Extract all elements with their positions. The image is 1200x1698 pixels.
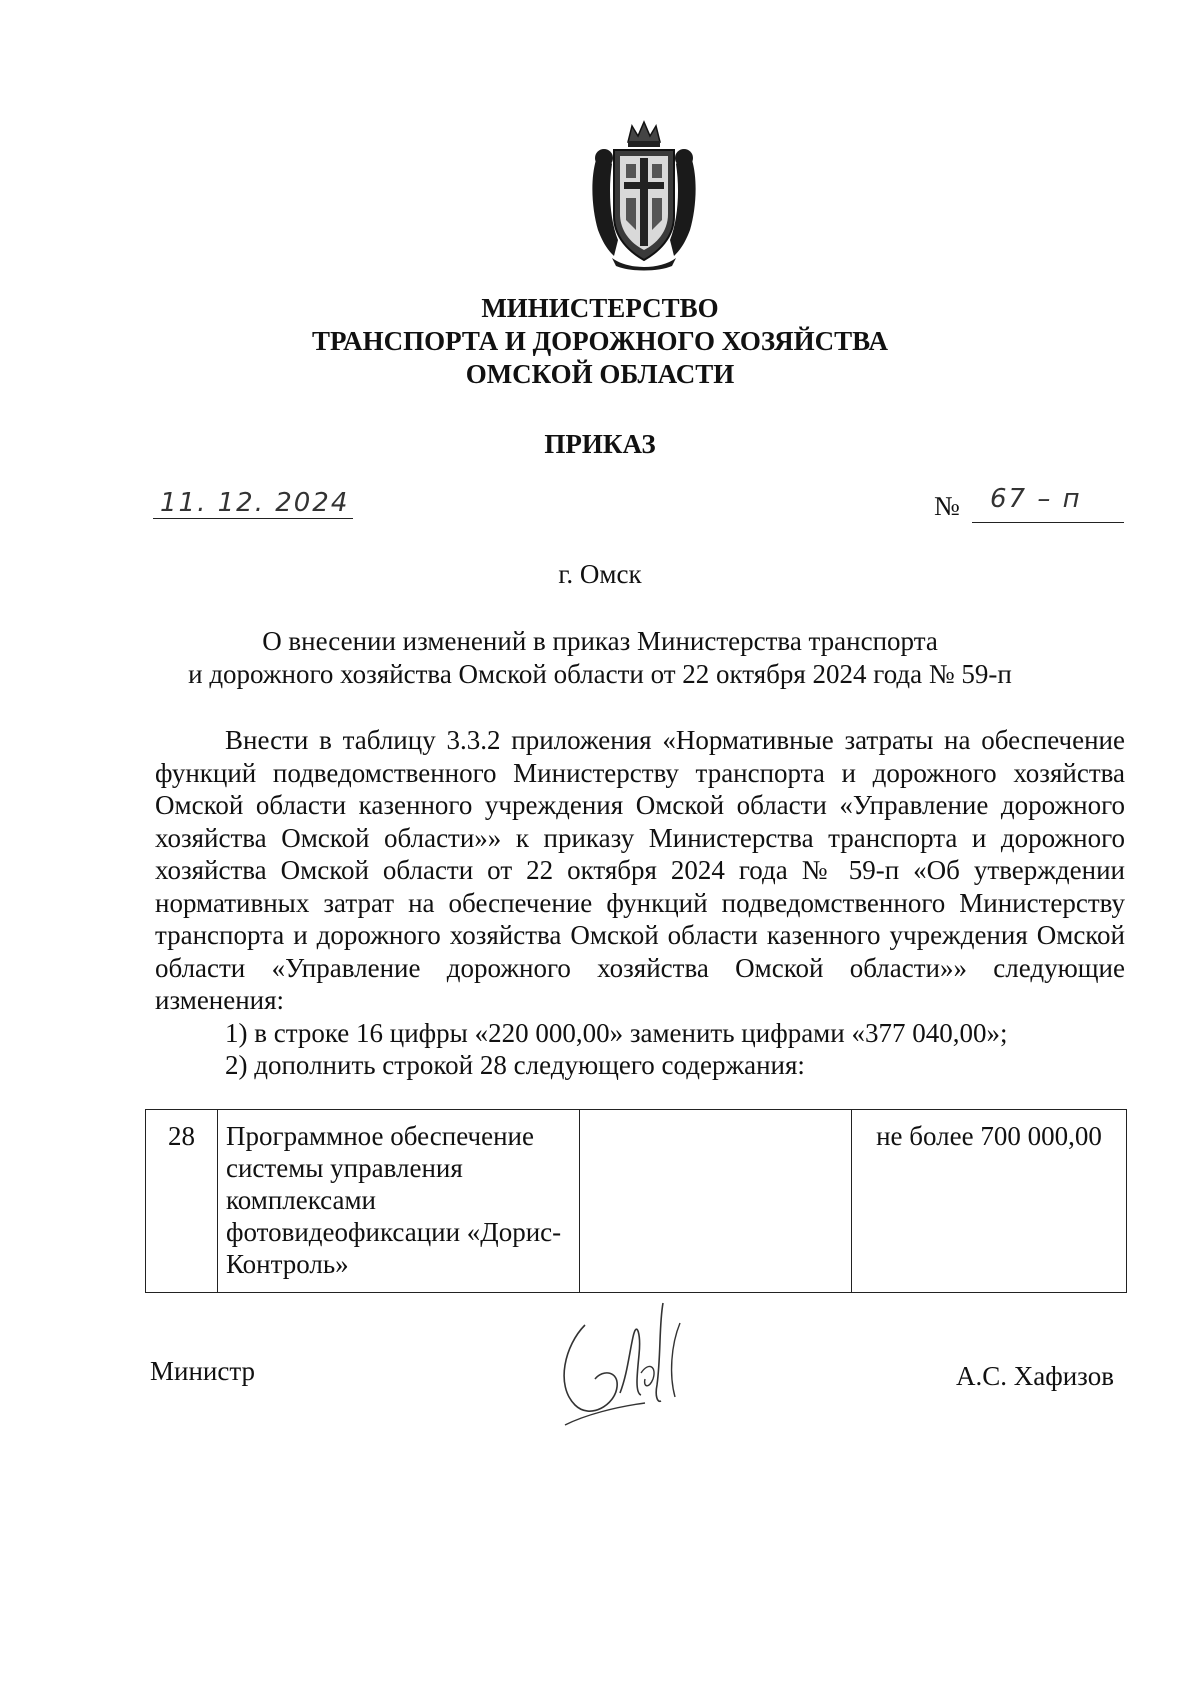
number-underline [972,522,1124,523]
ministry-header [200,292,1000,391]
row-number-cell: 28 [146,1110,218,1293]
signatory-title: Министр [150,1356,255,1386]
date-underline [153,518,353,519]
city-label: г. Омск [558,559,642,589]
row-value-cell: не более 700 000,00 [852,1110,1127,1293]
handwritten-number: 67 – п [990,484,1082,514]
ministry-header-line3: ОМСКОЙ ОБЛАСТИ [465,359,735,389]
signatory-name: А.С. Хафизов [956,1361,1114,1391]
order-subject-line1: О внесении изменений в приказ Министерства транспорта [262,626,938,656]
coat-of-arms-emblem [588,120,700,272]
order-subject-line2: и дорожного хозяйства Омской области от 22 октября 2024 года № 59-п [188,659,1012,689]
document-type-title: ПРИКАЗ [544,429,656,459]
amendment-list [225,1017,1125,1081]
amendment-item-2: 2) дополнить строкой 28 следующего содержания: [225,1050,805,1080]
amendment-item-1: 1) в строке 16 цифры «220 000,00» заменить цифрами «377 040,00»; [225,1018,1008,1048]
number-sign: № [934,491,960,521]
row-name-cell: Программное обеспечение системы управления комплексами фотовидеофиксации «Дорис-Контроль» [218,1110,580,1293]
handwritten-signature [545,1275,745,1435]
body-paragraph: Внести в таблицу 3.3.2 приложения «Нормативные затраты на обеспечение функций подведомственного Министерству транспорта и дорожного хозяйства Омской области казенного учреждения Омской области «Управление дорожного хозяйства Омской области»» к приказу Министерства транспорта и дорожного хозяйства Омской области от 22 октября 2024 года № 59-п «Об утверждении нормативных затрат на обеспечение функций подведомственного Министерству транспорта и дорожного хозяйства Омской области казенного учреждения Омской области «Управление дорожного хозяйства Омской области»» следующие изменения: [155,725,1125,1015]
ministry-header-line2: ТРАНСПОРТА И ДОРОЖНОГО ХОЗЯЙСТВА [312,326,888,356]
handwritten-date: 11. 12. 2024 [160,488,350,518]
order-subject [160,625,1040,691]
amendment-table [145,1109,1127,1293]
row-empty-cell [580,1110,852,1293]
table-row [146,1110,1127,1293]
ministry-header-line1: МИНИСТЕРСТВО [481,293,719,323]
